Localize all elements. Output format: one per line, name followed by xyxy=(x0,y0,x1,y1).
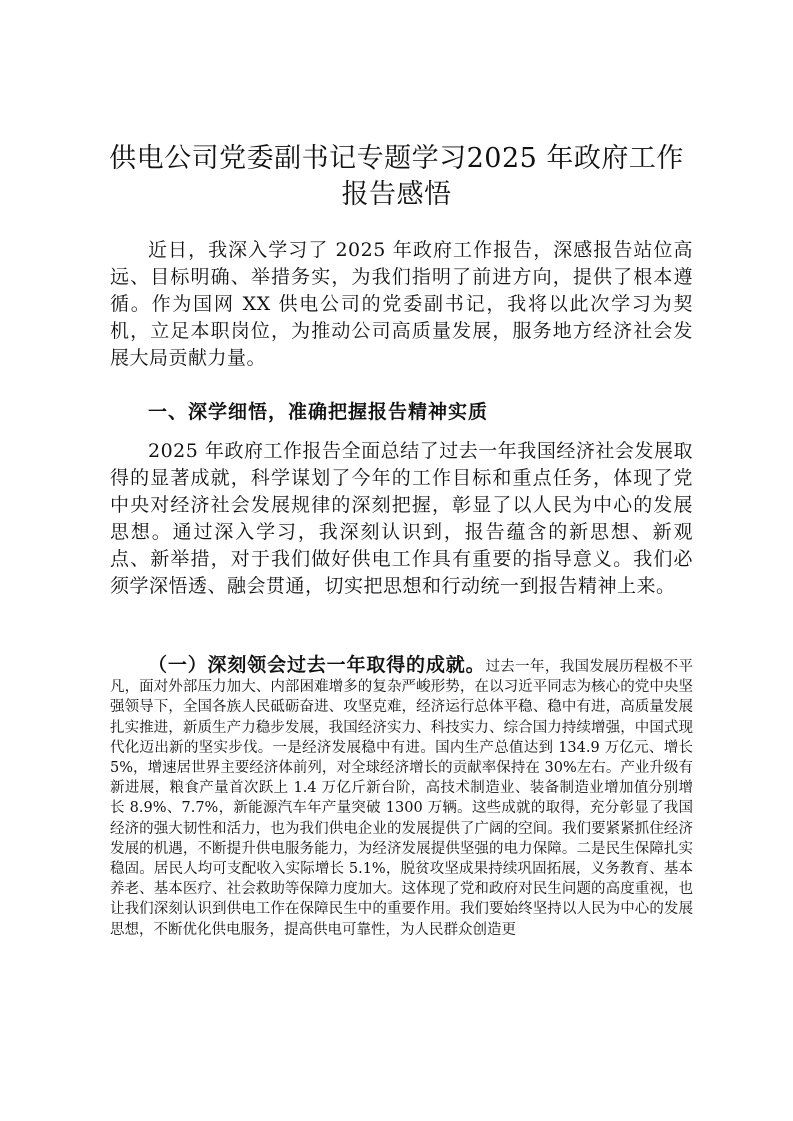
subsection-body: 过去一年，我国发展历程极不平凡，面对外部压力加大、内部困难增多的复杂严峻形势，在以习近平同志为核心的党中央坚强领导下，全国各族人民砥砺奋进、攻坚克难，经济运行总体平稳、稳中有进，高质量发展扎实推进，新质生产力稳步发展，我国经济实力、科技实力、综合国力持续增强，中国式现代化迈出新的坚实步伐。一是经济发展稳中有进。国内生产总值达到 134.9 万亿元、增长 5%，增速居世界主要经济体前列，对全球经济增长的贡献率保持在 30%左右。产业升级有新进展，粮食产量首次跃上 1.4 万亿斤新台阶，高技术制造业、装备制造业增加值分别增长 8.9%、7.7%，新能源汽车年产量突破 1300 万辆。这些成就的取得，充分彰显了我国经济的强大韧性和活力，也为我们供电企业的发展提供了广阔的空间。我们要紧紧抓住经济发展的机遇，不断提升供电服务能力，为经济发展提供坚强的电力保障。二是民生保障扎实稳固。居民人均可支配收入实际增长 5.1%，脱贫攻坚成果持续巩固拓展，义务教育、基本养老、基本医疗、社会救助等保障力度加大。这体现了党和政府对民生问题的高度重视，也让我们深刻认识到供电工作在保障民生中的重要作用。我们要始终坚持以人民为中心的发展思想，不断优化供电服务，提高供电可靠性，为人民群众创造更 xyxy=(110,659,693,938)
subsection-paragraph xyxy=(110,655,693,940)
section-heading: 一、深学细悟，准确把握报告精神实质 xyxy=(148,401,489,423)
section-paragraph: 2025 年政府工作报告全面总结了过去一年我国经济社会发展取得的显著成就，科学谋划了今年的工作目标和重点任务，体现了党中央对经济社会发展规律的深刻把握，彰显了以人民为中心的发展思想。通过深入学习，我深刻认识到，报告蕴含的新思想、新观点、新举措，对于我们做好供电工作具有重要的指导意义。我们必须学深悟透、融会贯通，切实把思想和行动统一到报告精神上来。 xyxy=(110,440,693,597)
subsection-heading: （一）深刻领会过去一年取得的成就。 xyxy=(148,654,486,676)
document-title: 供电公司党委副书记专题学习2025 年政府工作报告感悟 xyxy=(109,143,684,210)
intro-paragraph: 近日，我深入学习了 2025 年政府工作报告，深感报告站位高远、目标明确、举措务实，为我们指明了前进方向，提供了根本遵循。作为国网 XX 供电公司的党委副书记，我将以此次学习为契机，立足本职岗位，为推动公司高质量发展，服务地方经济社会发展大局贡献力量。 xyxy=(110,239,693,369)
